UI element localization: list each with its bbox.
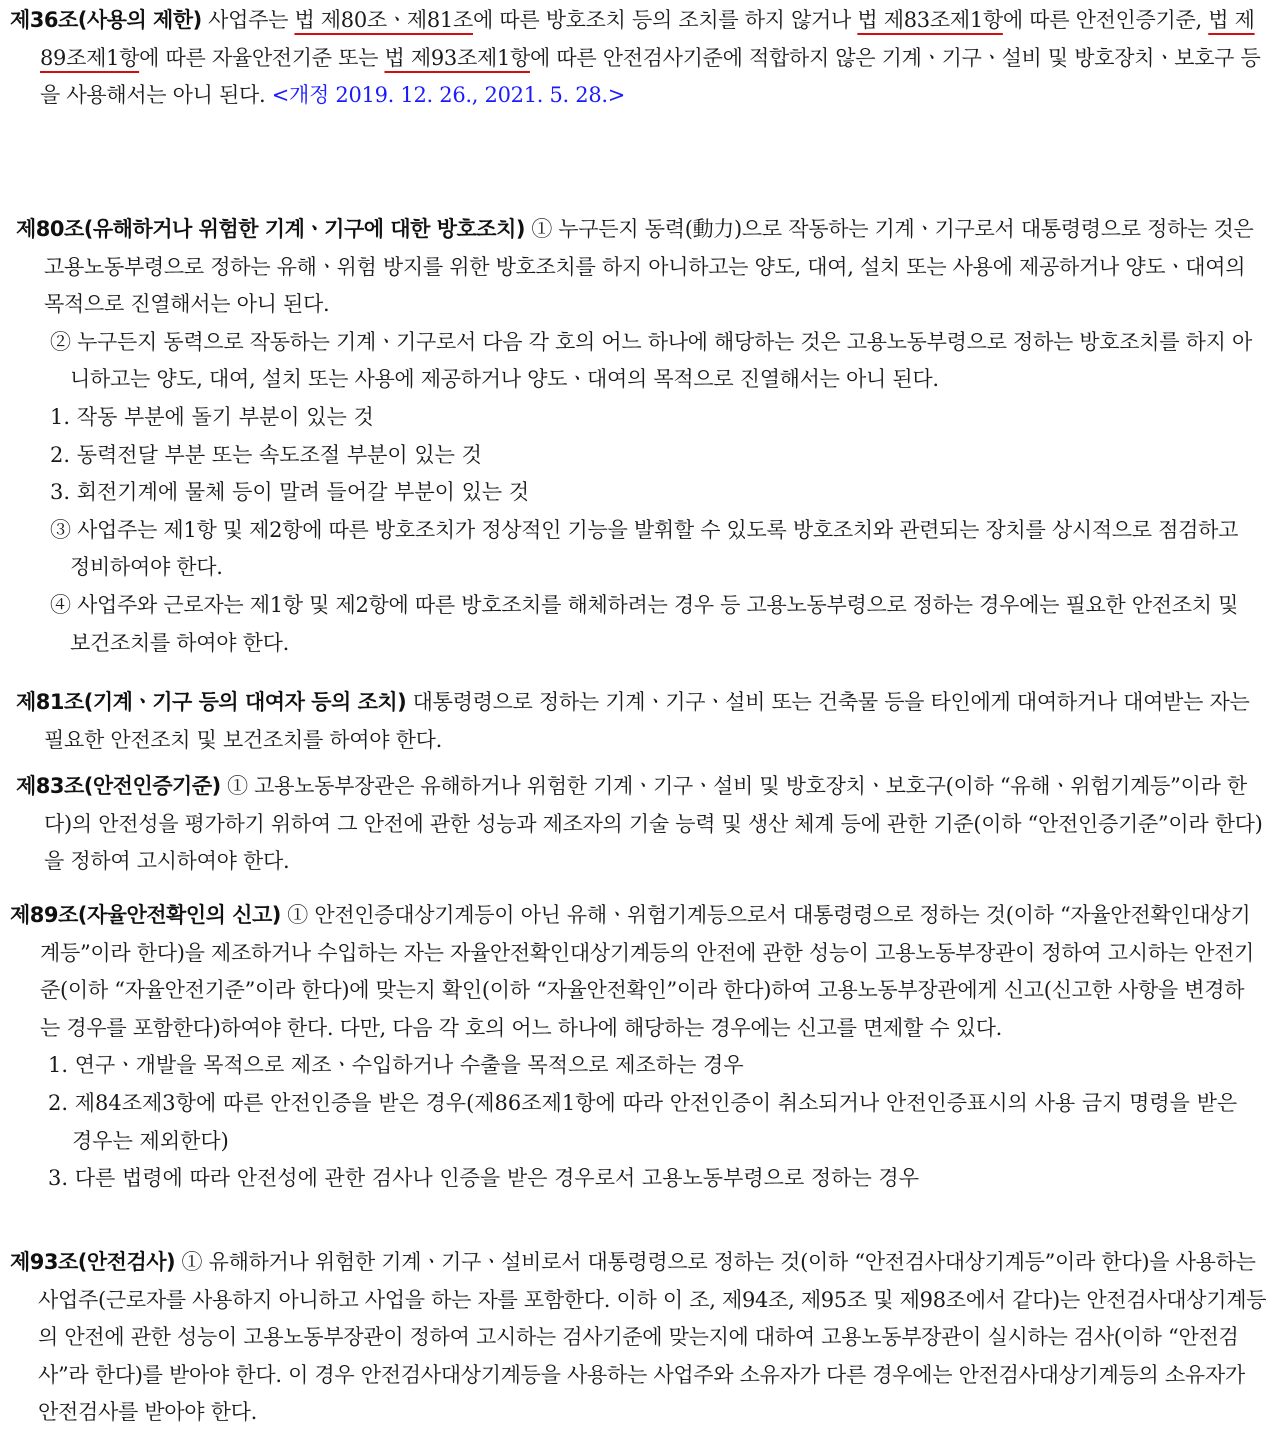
article-80-item-3: 3. 회전기계에 물체 등이 말려 들어갈 부분이 있는 것 — [50, 480, 530, 505]
article-93 — [0, 1244, 1280, 1432]
article-80 — [0, 211, 1280, 662]
article-89-item-2: 2. 제84조제3항에 따른 안전인증을 받은 경우(제86조제1항에 따라 안전인증이 취소되거나 안전인증표시의 사용 금지 명령을 받은 경우는 제외한다) — [48, 1090, 1238, 1153]
article-93-paragraph: 제93조(안전검사) ① 유해하거나 위험한 기계ㆍ기구ㆍ설비로서 대통령령으로 정하는 것(이하 “안전검사대상기계등”이라 한다)을 사용하는 사업주(근로자를 사용하지 아니하고 사업을 하는 자를 포함한다. 이하 이 조, 제94조, 제95조 및 제98조에서 같다)는 안전검사대상기계등의 안전에 관한 성능이 고용노동부장관이 정하여 고시하는 검사기준에 맞는지에 대하여 고용노동부장관이 실시하는 검사(이하 “안전검사”라 한다)를 받아야 한다. 이 경우 안전검사대상기계등을 사용하는 사업주와 소유자가 다른 경우에는 안전검사대상기계등의 소유자가 안전검사를 받아야 한다. — [10, 1250, 1267, 1425]
article-80-title: 제80조(유해하거나 위험한 기계ㆍ기구에 대한 방호조치) — [16, 217, 525, 241]
article-80-paragraph-4: ④ 사업주와 근로자는 제1항 및 제2항에 따른 방호조치를 해체하려는 경우 등 고용노동부령으로 정하는 경우에는 필요한 안전조치 및 보건조치를 하여야 한다. — [50, 592, 1239, 655]
law-link-93-1[interactable]: 법 제93조제1항 — [384, 45, 530, 70]
article-89-title: 제89조(자율안전확인의 신고) — [10, 903, 281, 927]
article-89-item-1: 1. 연구ㆍ개발을 목적으로 제조ㆍ수입하거나 수출을 목적으로 제조하는 경우 — [48, 1053, 744, 1078]
article-93-title: 제93조(안전검사) — [10, 1250, 176, 1274]
article-80-paragraph-1: 제80조(유해하거나 위험한 기계ㆍ기구에 대한 방호조치) ① 누구든지 동력(動力)으로 작동하는 기계ㆍ기구로서 대통령령으로 정하는 것은 고용노동부령으로 정하는 유해ㆍ위험 방지를 위한 방호조치를 하지 아니하고는 양도, 대여, 설치 또는 사용에 제공하거나 양도ㆍ대여의 목적으로 진열해서는 아니 된다. — [16, 217, 1254, 317]
article-81 — [0, 684, 1280, 759]
article-36-paragraph: 제36조(사용의 제한) 사업주는 법 제80조ㆍ제81조에 따른 방호조치 등의 조치를 하지 않거나 법 제83조제1항에 따른 안전인증기준, 법 제89조제1항에 따른 자율안전기준 또는 법 제93조제1항에 따른 안전검사기준에 적합하지 않은 기계ㆍ기구ㆍ설비 및 방호장치ㆍ보호구 등을 사용해서는 아니 된다. <개정 2019. 12. 26., 2021. 5. 28.> — [10, 8, 1261, 108]
article-83-title: 제83조(안전인증기준) — [16, 774, 221, 798]
article-89-paragraph: 제89조(자율안전확인의 신고) ① 안전인증대상기계등이 아닌 유해ㆍ위험기계등으로서 대통령령으로 정하는 것(이하 “자율안전확인대상기계등”이라 한다)을 제조하거나 수입하는 자는 자율안전확인대상기계등의 안전에 관한 성능이 고용노동부장관이 정하여 고시하는 안전기준(이하 “자율안전기준”이라 한다)에 맞는지 확인(이하 “자율안전확인”이라 한다)하여 고용노동부장관에게 신고(신고한 사항을 변경하는 경우를 포함한다)하여야 한다. 다만, 다음 각 호의 어느 하나에 해당하는 경우에는 신고를 면제할 수 있다. — [10, 903, 1255, 1040]
article-80-paragraph-3: ③ 사업주는 제1항 및 제2항에 따른 방호조치가 정상적인 기능을 발휘할 수 있도록 방호조치와 관련되는 장치를 상시적으로 점검하고 정비하여야 한다. — [50, 517, 1239, 580]
article-83-paragraph: 제83조(안전인증기준) ① 고용노동부장관은 유해하거나 위험한 기계ㆍ기구ㆍ설비 및 방호장치ㆍ보호구(이하 “유해ㆍ위험기계등”이라 한다)의 안전성을 평가하기 위하여 그 안전에 관한 성능과 제조자의 기술 능력 및 생산 체계 등에 관한 기준(이하 “안전인증기준”이라 한다)을 정하여 고시하여야 한다. — [16, 774, 1263, 874]
law-link-89-1[interactable]: 법 제89조제1항 — [40, 8, 1255, 70]
article-81-paragraph: 제81조(기계ㆍ기구 등의 대여자 등의 조치) 대통령령으로 정하는 기계ㆍ기구ㆍ설비 또는 건축물 등을 타인에게 대여하거나 대여받는 자는 필요한 안전조치 및 보건조치를 하여야 한다. — [16, 690, 1250, 752]
amendment-note: <개정 2019. 12. 26., 2021. 5. 28.> — [271, 83, 626, 108]
law-link-83-1[interactable]: 법 제83조제1항 — [857, 8, 1003, 32]
article-80-item-2: 2. 동력전달 부분 또는 속도조절 부분이 있는 것 — [50, 442, 482, 467]
article-83 — [0, 768, 1280, 881]
law-link-80-81[interactable]: 법 제80조ㆍ제81조 — [294, 8, 473, 32]
article-80-item-1: 1. 작동 부분에 돌기 부분이 있는 것 — [50, 404, 374, 429]
article-36 — [0, 2, 1280, 115]
article-81-title: 제81조(기계ㆍ기구 등의 대여자 등의 조치) — [16, 690, 407, 714]
article-89-item-3: 3. 다른 법령에 따라 안전성에 관한 검사나 인증을 받은 경우로서 고용노동부령으로 정하는 경우 — [48, 1166, 920, 1191]
article-89 — [0, 897, 1280, 1198]
article-80-paragraph-2: ② 누구든지 동력으로 작동하는 기계ㆍ기구로서 다음 각 호의 어느 하나에 해당하는 것은 고용노동부령으로 정하는 방호조치를 하지 아니하고는 양도, 대여, 설치 또는 사용에 제공하거나 양도ㆍ대여의 목적으로 진열해서는 아니 된다. — [50, 329, 1252, 392]
article-36-title: 제36조(사용의 제한) — [10, 8, 202, 32]
